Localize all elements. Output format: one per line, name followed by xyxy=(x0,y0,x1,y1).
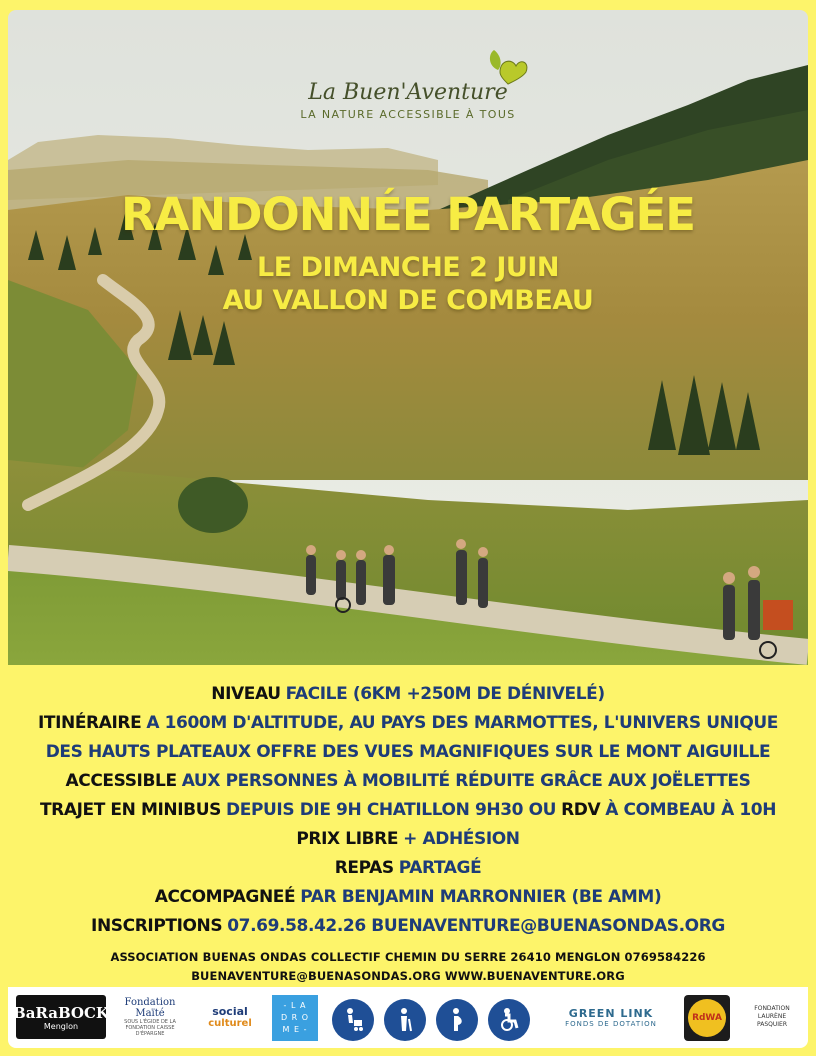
social-word: social xyxy=(212,1005,248,1018)
green-link-sub: FONDS DE DOTATION xyxy=(565,1019,657,1028)
maite-sub: SOUS L'ÉGIDE DE LA FONDATION CAISSE D'ÉPARGNE xyxy=(124,1019,176,1037)
detail-inscriptions xyxy=(0,912,816,941)
green-link-logo xyxy=(546,995,676,1039)
detail-value: + ADHÉSION xyxy=(403,829,520,849)
detail-accessible xyxy=(0,767,816,796)
brand-logo-name: La Buen'Aventure xyxy=(308,80,508,105)
detail-value: A 1600M D'ALTITUDE, AU PAYS DES MARMOTTES, L'UNIVERS UNIQUE xyxy=(146,713,779,733)
association-contact: BUENAVENTURE@BUENASONDAS.ORG WWW.BUENAVENTURE.ORG xyxy=(191,969,625,983)
pasquier-name: FONDATION LAURÈNE PASQUIER xyxy=(754,1005,790,1028)
stroller-accessibility-icon xyxy=(332,999,374,1041)
heart-leaf-logo-icon xyxy=(486,46,530,86)
detail-value: DEPUIS DIE 9H CHATILLON 9H30 OU xyxy=(226,800,557,820)
detail-value: DES HAUTS PLATEAUX OFFRE DES VUES MAGNIFIQUES SUR LE MONT AIGUILLE xyxy=(45,742,771,762)
detail-accompagne xyxy=(0,883,816,912)
detail-niveau xyxy=(0,680,816,709)
drome-line2: D R O xyxy=(280,1013,310,1022)
detail-value: PARTAGÉ xyxy=(398,858,482,878)
detail-prix xyxy=(0,825,816,854)
detail-itineraire xyxy=(0,709,816,738)
detail-value: AUX PERSONNES À MOBILITÉ RÉDUITE GRÂCE AUX JOËLETTES xyxy=(181,771,751,791)
detail-value: PAR BENJAMIN MARRONNIER (BE AMM) xyxy=(300,887,662,907)
detail-key: INSCRIPTIONS xyxy=(91,916,223,936)
detail-key: ACCESSIBLE xyxy=(65,771,177,791)
culturel-word: culturel xyxy=(208,1018,252,1029)
drome-line3: M E - xyxy=(282,1025,308,1034)
fondation-maite-logo xyxy=(112,995,188,1039)
event-title: RANDONNÉE PARTAGÉE xyxy=(121,188,695,241)
association-footer xyxy=(0,948,816,986)
wheelchair-accessibility-icon xyxy=(488,999,530,1041)
detail-key: ITINÉRAIRE xyxy=(37,713,142,733)
detail-value: FACILE (6KM +250M DE DÉNIVELÉ) xyxy=(285,684,605,704)
rdwa-badge: RdWA xyxy=(688,999,726,1037)
detail-key: PRIX LIBRE xyxy=(296,829,399,849)
brand-tagline: LA NATURE ACCESSIBLE À TOUS xyxy=(300,108,516,121)
association-address: ASSOCIATION BUENAS ONDAS COLLECTIF CHEMIN DU SERRE 26410 MENGLON 0769584226 xyxy=(110,950,706,964)
detail-repas xyxy=(0,854,816,883)
social-culturel-logo xyxy=(194,995,266,1039)
detail-itineraire-cont xyxy=(0,738,816,767)
barabock-name: BaRaBOCK xyxy=(13,1003,109,1022)
detail-key: REPAS xyxy=(334,858,394,878)
partner-logos xyxy=(8,987,808,1048)
barabock-logo xyxy=(13,995,109,1039)
drome-line1: - L A xyxy=(283,1001,307,1010)
pregnant-accessibility-icon xyxy=(436,999,478,1041)
hero-photo xyxy=(8,10,808,665)
fondation-pasquier-logo xyxy=(744,995,800,1039)
detail-key: RDV xyxy=(561,800,601,820)
detail-value: 07.69.58.42.26 BUENAVENTURE@BUENASONDAS.ORG xyxy=(227,916,725,936)
la-drome-logo xyxy=(272,995,318,1041)
event-location: AU VALLON DE COMBEAU xyxy=(222,285,594,316)
event-date: LE DIMANCHE 2 JUIN xyxy=(257,252,559,283)
detail-trajet xyxy=(0,796,816,825)
rdwa-logo xyxy=(684,995,730,1041)
elderly-accessibility-icon xyxy=(384,999,426,1041)
maite-name: Fondation Maïté xyxy=(124,997,176,1019)
detail-key: ACCOMPAGNEÉ xyxy=(154,887,296,907)
event-details xyxy=(0,680,816,941)
detail-key: NIVEAU xyxy=(211,684,281,704)
barabock-place: Menglon xyxy=(43,1021,79,1031)
detail-value: À COMBEAU À 10H xyxy=(605,800,777,820)
green-link-name: GREEN LINK xyxy=(568,1006,654,1020)
detail-key: TRAJET EN MINIBUS xyxy=(39,800,221,820)
